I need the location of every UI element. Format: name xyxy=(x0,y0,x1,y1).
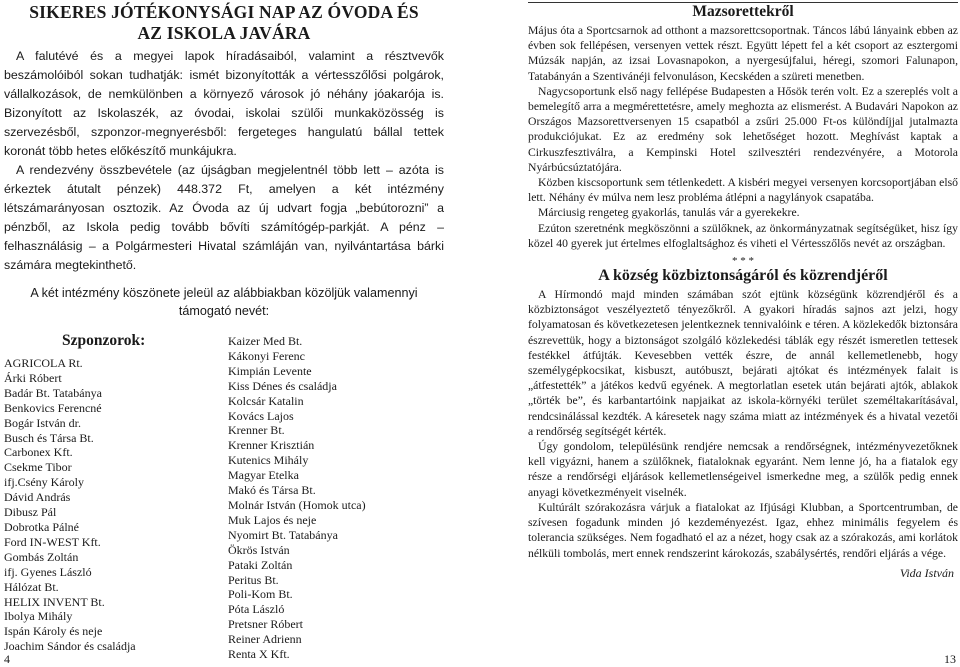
mazsorett-paragraph-1: Május óta a Sportcsarnok ad otthont a mazsorettcsoportnak. Táncos lábú lányaink ebben az évben sok fellépésen, versenyen vettek részt. Együtt lépett fel a két csoport az esztergomi Múzsák napján, az izsai Lovasnapokon, a nyergesújfalui, héregi, szomori Falunapon, Tatabányán a Szentivánéji felvonuláson, Kecskéden a szüreti menetben. xyxy=(528,24,958,83)
mazsorett-body xyxy=(528,23,958,251)
sponsor-name: Makó és Társa Bt. xyxy=(228,483,316,498)
sponsor-name: Peritus Bt. xyxy=(228,572,279,587)
sponsor-name: Muk Lajos és neje xyxy=(228,512,317,527)
sponsor-name: Ispán Károly és neje xyxy=(4,624,103,639)
mazsorett-paragraph-5: Ezúton szeretnénk megköszönni a szülőknek, az önkormányzatnak segítségüket, hisz így közel 40 gyerek jut értelmes elfoglaltsághoz és viheti el Vértesszőlős nevét az országban. xyxy=(528,221,958,250)
sponsor-name: Carbonex Kft. xyxy=(4,445,73,460)
sponsor-name: Busch és Társa Bt. xyxy=(4,430,94,445)
sponsor-list-column-2 xyxy=(228,334,366,662)
sponsor-name: Ford IN-WEST Kft. xyxy=(4,534,101,549)
sponsor-name: Krenner Krisztián xyxy=(228,438,315,453)
sponsor-name: ifj.Csény Károly xyxy=(4,475,84,490)
sponsor-name: Kaizer Med Bt. xyxy=(228,334,303,348)
article-title-line1: SIKERES JÓTÉKONYSÁGI NAP AZ ÓVODA ÉS xyxy=(29,2,419,22)
sponsor-name: Badár Bt. Tatabánya xyxy=(4,385,102,400)
section-title-mazsorett: Mazsorettekről xyxy=(528,2,958,21)
mazsorett-paragraph-2: Nagycsoportunk első nagy fellépése Budapesten a Hősök terén volt. Ez a szereplés volt a bemelegítő arra a megmérettetésre, amely meghozta az elismerést. A Budavári Napokon az Országos Mazsorettversenyen 15 csapatból a zsűri 25.000 Ft-os különdíjjal jutalmazta produkciójukat. Ez az eredmény sok lehetőséget hozott. Meghívást kaptak a Cirkuszfesztiválra, a Kempinski Hotel szilvesztéri rendezvényére, a Motorola Nyárbúcsúztatójára. xyxy=(528,84,958,174)
sponsor-name: Bogár István dr. xyxy=(4,415,81,430)
page-number-right: 13 xyxy=(944,652,956,666)
sponsor-name: Kákonyi Ferenc xyxy=(228,348,305,363)
sponsor-name: Dibusz Pál xyxy=(4,505,57,520)
sponsors-heading: Szponzorok: xyxy=(62,332,146,349)
sponsor-name: Reiner Adrienn xyxy=(228,632,302,647)
sponsor-name: HELIX INVENT Bt. xyxy=(4,594,105,609)
sponsor-name: Gombás Zoltán xyxy=(4,549,79,564)
thanks-text: A két intézmény köszönete jeleül az alábbiakban közöljük valamennyi támogató nevét: xyxy=(30,286,418,318)
page-number-left: 4 xyxy=(4,652,10,666)
section-title-kozbiztonsag: A község közbiztonságáról és közrendjéről xyxy=(598,267,888,285)
kozbiztonsag-paragraph-2: Úgy gondolom, településünk rendjére nemcsak a rendőrségnek, intézményvezetőknek kell vigyázni, hanem a szülőknek, fiataloknak egyaránt. Nem lenne jó, ha a fiatalok egy része a rendőrségi eljárások kellemetlenségeivel ismerkedne meg, a szülők pedig ennek anyagi következményeit viselnék. xyxy=(528,440,958,499)
sponsor-name: Csekme Tibor xyxy=(4,460,72,475)
sponsor-name: Poli-Kom Bt. xyxy=(228,587,293,602)
sponsor-name: Pretsner Róbert xyxy=(228,617,303,632)
sponsor-name: Kutenics Mihály xyxy=(228,453,309,468)
sponsor-name: ifj. Gyenes László xyxy=(4,564,92,579)
sponsor-name: Renta X Kft. xyxy=(228,647,290,662)
sponsor-name: AGRICOLA Rt. xyxy=(4,356,83,370)
sponsor-name: Póta László xyxy=(228,602,285,617)
right-column xyxy=(528,2,958,581)
mazsorett-paragraph-3: Közben kiscsoportunk sem tétlenkedett. A kisbéri megyei versenyen korcsoportjában első lett. Néhány év múlva nem lesz probléma átlépni a nagylányok csapatába. xyxy=(528,176,958,205)
article-paragraph-2: A rendezvény összbevétele (az újságban megjelentnél több lett – azóta is érkeztek átutalt pénzek) 448.372 Ft, amelyen a két intézmény létszámarányosan osztozik. Az Óvoda az új udvart fogja „bebútorozni” a pénzből, az Iskola pedig tovább bővíti számítógép-parkját. A pénz – felhasználásig – a Polgármesteri Hivatal számláján van, nyilvántartása bárki számára megtekinthető. xyxy=(4,163,444,272)
kozbiztonsag-paragraph-1: A Hírmondó majd minden számában szót ejtünk községünk közrendjéről és a közbiztonságot veszélyeztető tényezőkről. A gyakori híradás sajnos azt jelzi, hogy folyamatosan és következetesen jelentkeznek tennivalóink e téren. A közlekedők biztonsára észrevettük, hogy a biztonságot szolgáló közlekedési táblák egy részét ismeretlen tettesek festékkel átfújták. Kevesebben vették észre, de annál kellemetlenebb, hogy személygépkocsikat, kisbuszt, autóbuszt, bejárati ajtókat és intézmények falait is „átfestették” a játékos kedvű egyének. A megtorlatlan esetek után bejárati ajtók, ablakok „törték be”, és karbantartóink napjaikat az iskola-környéki terület személtakarításával, rendcsinálással kezdték. A káresetek nagy száma miatt az intézmények és a hivatal vezetői a rendőrség segítségét kérték. xyxy=(528,288,958,438)
sponsor-list-column-1 xyxy=(4,356,136,654)
sponsor-name: Kovács Lajos xyxy=(228,408,294,423)
sponsor-name: Magyar Etelka xyxy=(228,468,299,483)
sponsor-name: Kolcsár Katalin xyxy=(228,393,304,408)
sponsor-name: Ibolya Mihály xyxy=(4,609,73,624)
sponsor-name: Molnár István (Homok utca) xyxy=(228,497,366,512)
sponsor-name: Nyomirt Bt. Tatabánya xyxy=(228,527,338,542)
section-divider-stars: * * * xyxy=(732,255,754,268)
left-article xyxy=(4,2,444,320)
article-paragraph-1: A falutévé és a megyei lapok híradásaiból, valamint a résztvevők beszámolóiból sokan tudhatják: ismét bizonyították a vértesszőlősi polgárok, vállalkozások, de nemkülönben a környező városok jó néhány jóakarója is. Bizonyított az Iskolaszék, az óvodai, iskolai szülői munkaközösség is szervezésből, szponzor-megnyerésből: fergeteges hangulatú bállal tettek koronát több hetes előkészítő munkájukra. xyxy=(4,49,444,158)
sponsor-name: Benkovics Ferencné xyxy=(4,400,102,415)
mazsorett-paragraph-4: Márciusig rengeteg gyakorlás, tanulás vár a gyerekekre. xyxy=(538,206,800,220)
sponsor-name: Hálózat Bt. xyxy=(4,579,59,594)
sponsor-name: Kiss Dénes és családja xyxy=(228,378,337,393)
article-body xyxy=(4,47,444,275)
sponsor-name: Kimpián Levente xyxy=(228,363,312,378)
sponsor-name: Joachim Sándor és családja xyxy=(4,639,136,654)
article-title-line2: AZ ISKOLA JAVÁRA xyxy=(137,23,311,43)
sponsor-name: Pataki Zoltán xyxy=(228,557,293,572)
kozbiztonsag-paragraph-3: Kultúrált szórakozásra várjuk a fiatalokat az Ifjúsági Klubban, a Sportcentrumban, de szívesen fogadunk minden jó kezdeményezést. Igaz, ehhez minimális fegyelem és tolerancia szükséges. Nem fogadható el az a nézet, hogy csak az a szórakozás, ami korlátok nélküli tombolás, mert ennek rendszerint károkozás, szabálysértés, rendőri eljárás a vége. xyxy=(528,500,958,560)
kozbiztonsag-body xyxy=(528,287,958,561)
author-signature: Vida István xyxy=(899,565,954,580)
sponsor-name: Ökrös István xyxy=(228,542,290,557)
sponsor-name: Dobrotka Pálné xyxy=(4,519,79,534)
sponsor-name: Árki Róbert xyxy=(4,370,62,385)
sponsor-name: Krenner Bt. xyxy=(228,423,285,438)
sponsor-name: Dávid András xyxy=(4,490,71,505)
